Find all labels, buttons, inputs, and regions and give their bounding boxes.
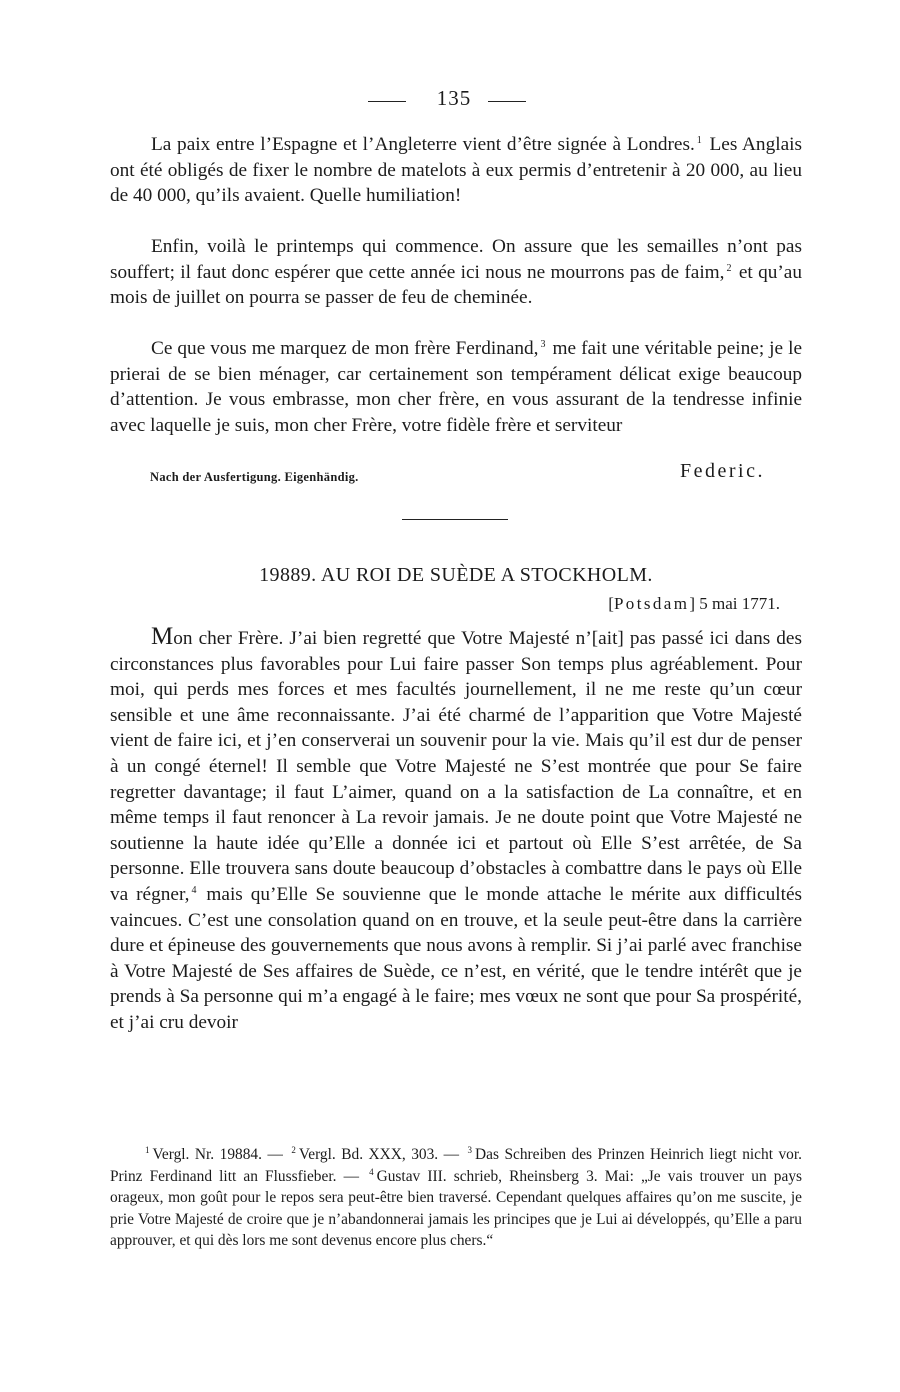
header-rule-right	[488, 101, 526, 102]
page-header	[110, 86, 802, 116]
section-divider	[402, 519, 508, 520]
prev-letter-paragraph-2	[110, 234, 802, 311]
paragraph-text: Ce que vous me marquez de mon frère Ferdinand,	[151, 338, 539, 359]
footnote-ref-3[interactable]: 3	[540, 339, 546, 350]
footnote-ref-4[interactable]: 4	[191, 884, 197, 896]
footnotes	[110, 1144, 802, 1252]
date-day: 5 mai 1771.	[695, 594, 780, 613]
letter-body	[110, 624, 802, 1036]
header-rule-left	[368, 101, 406, 102]
footnote-2: Vergl. Bd. XXX, 303. —	[298, 1146, 460, 1163]
letter-date	[608, 594, 780, 614]
footnote-marker-1: 1	[145, 1145, 150, 1155]
initial-letter: M	[151, 623, 174, 650]
date-bracket-close: ]	[689, 594, 695, 613]
signature: Federic.	[680, 460, 765, 482]
paragraph-text: et qu’au mois de juillet on pourra se passer de feu de cheminée.	[110, 261, 802, 309]
prev-letter-paragraph-1	[110, 132, 802, 209]
footnote-ref-2[interactable]: 2	[726, 262, 732, 274]
paragraph-text: on cher Frère. J’ai bien regretté que Votre Majesté n’[ait] pas passé ici dans des circonstances plus favorables pour Lui faire passer Son temps plus agréablement. Pour moi, qui perds mes forces et mes facultés journellement, il ne me reste qu’un cœur sensible et une âme reconnaissante. J’ai été charmé de l’apparition que Votre Majesté vient de faire ici, et j’en conserverai un souvenir pour la vie. Mais qu’il est dur de penser à un congé éternel! Il semble que Votre Majesté ne S’est montrée que pour Se faire regretter davantage; il faut L’aimer, quand on a la satisfaction de La connaître, et en même temps il faut renoncer à La revoir jamais. Je ne doute point que Votre Majesté ne soutienne la haute idée qu’Elle a donnée ici et partout où Elle S’est arrêtée, de Sa personne. Elle trouvera sans doute beaucoup d’obstacles à combattre dans le pays où Elle va régner,	[110, 628, 802, 905]
source-note: Nach der Ausfertigung. Eigenhändig.	[150, 470, 359, 484]
footnote-4: Gustav III. schrieb, Rheinsberg 3. Mai: „Je vais trouver un pays orageux, mon goût pour le repos sera peut-être bien traversé. Cependant quelques affaires qu’on me suscite, je prie Votre Majesté de croire que je n’abandonnerai jamais les principes que je Lui ai développés, qu’Elle a paru approuver, et qui dès lors me sont devenus encore plus chers.“	[110, 1167, 802, 1249]
paragraph-text: La paix entre l’Espagne et l’Angleterre vient d’être signée à Londres.	[151, 134, 695, 155]
footnote-1: Vergl. Nr. 19884. —	[152, 1146, 283, 1163]
letter-title: 19889. AU ROI DE SUÈDE A STOCKHOLM.	[259, 564, 653, 586]
paragraph-text: Les Anglais ont été obligés de fixer le nombre de matelots à eux permis d’entretenir à 20 000, au lieu de 40 000, qu’ils avaient. Quelle humiliation!	[110, 134, 802, 207]
paragraph-text: me fait une véritable peine; je le prierai de se bien ménager, car certainement son tempérament délicat exige beaucoup d’attention. Je vous embrasse, mon cher frère, en vous assurant de la tendresse infinie avec laquelle je suis, mon cher Frère, votre fidèle frère et serviteur	[110, 338, 803, 436]
paragraph-text: mais qu’Elle Se souvienne que le monde attache le mérite aux difficultés vaincues. C’est une consolation quand on en trouve, et la seule peut-être dans la carrière dure et épineuse des gouvernements que nous avons à remplir. Si j’ai parlé avec franchise à Votre Majesté de Ses affaires de Suède, ce n’est, en vérité, que le tendre intérêt que je prends à Sa personne qui m’a engagé à le faire; mes vœux ne sont que pour Sa prospérité, et j’ai cru devoir	[110, 883, 803, 1033]
paragraph-text: Enfin, voilà le printemps qui commence. On assure que les semailles n’ont pas souffert; il faut donc espérer que cette année ici nous ne mourrons pas de faim,	[110, 236, 802, 283]
footnote-ref-1[interactable]: 1	[696, 135, 702, 146]
footnote-marker-2: 2	[291, 1145, 296, 1155]
date-place: Potsdam	[613, 594, 690, 613]
footnote-marker-4: 4	[369, 1166, 374, 1177]
prev-letter-paragraph-3	[110, 336, 802, 438]
page-number: 135	[436, 86, 472, 110]
date-bracket-open: [	[608, 594, 614, 613]
footnote-marker-3: 3	[467, 1145, 473, 1155]
footnote-3: Das Schreiben des Prinzen Heinrich liegt nicht vor. Prinz Ferdinand litt an Flussfieber. —	[110, 1146, 802, 1185]
